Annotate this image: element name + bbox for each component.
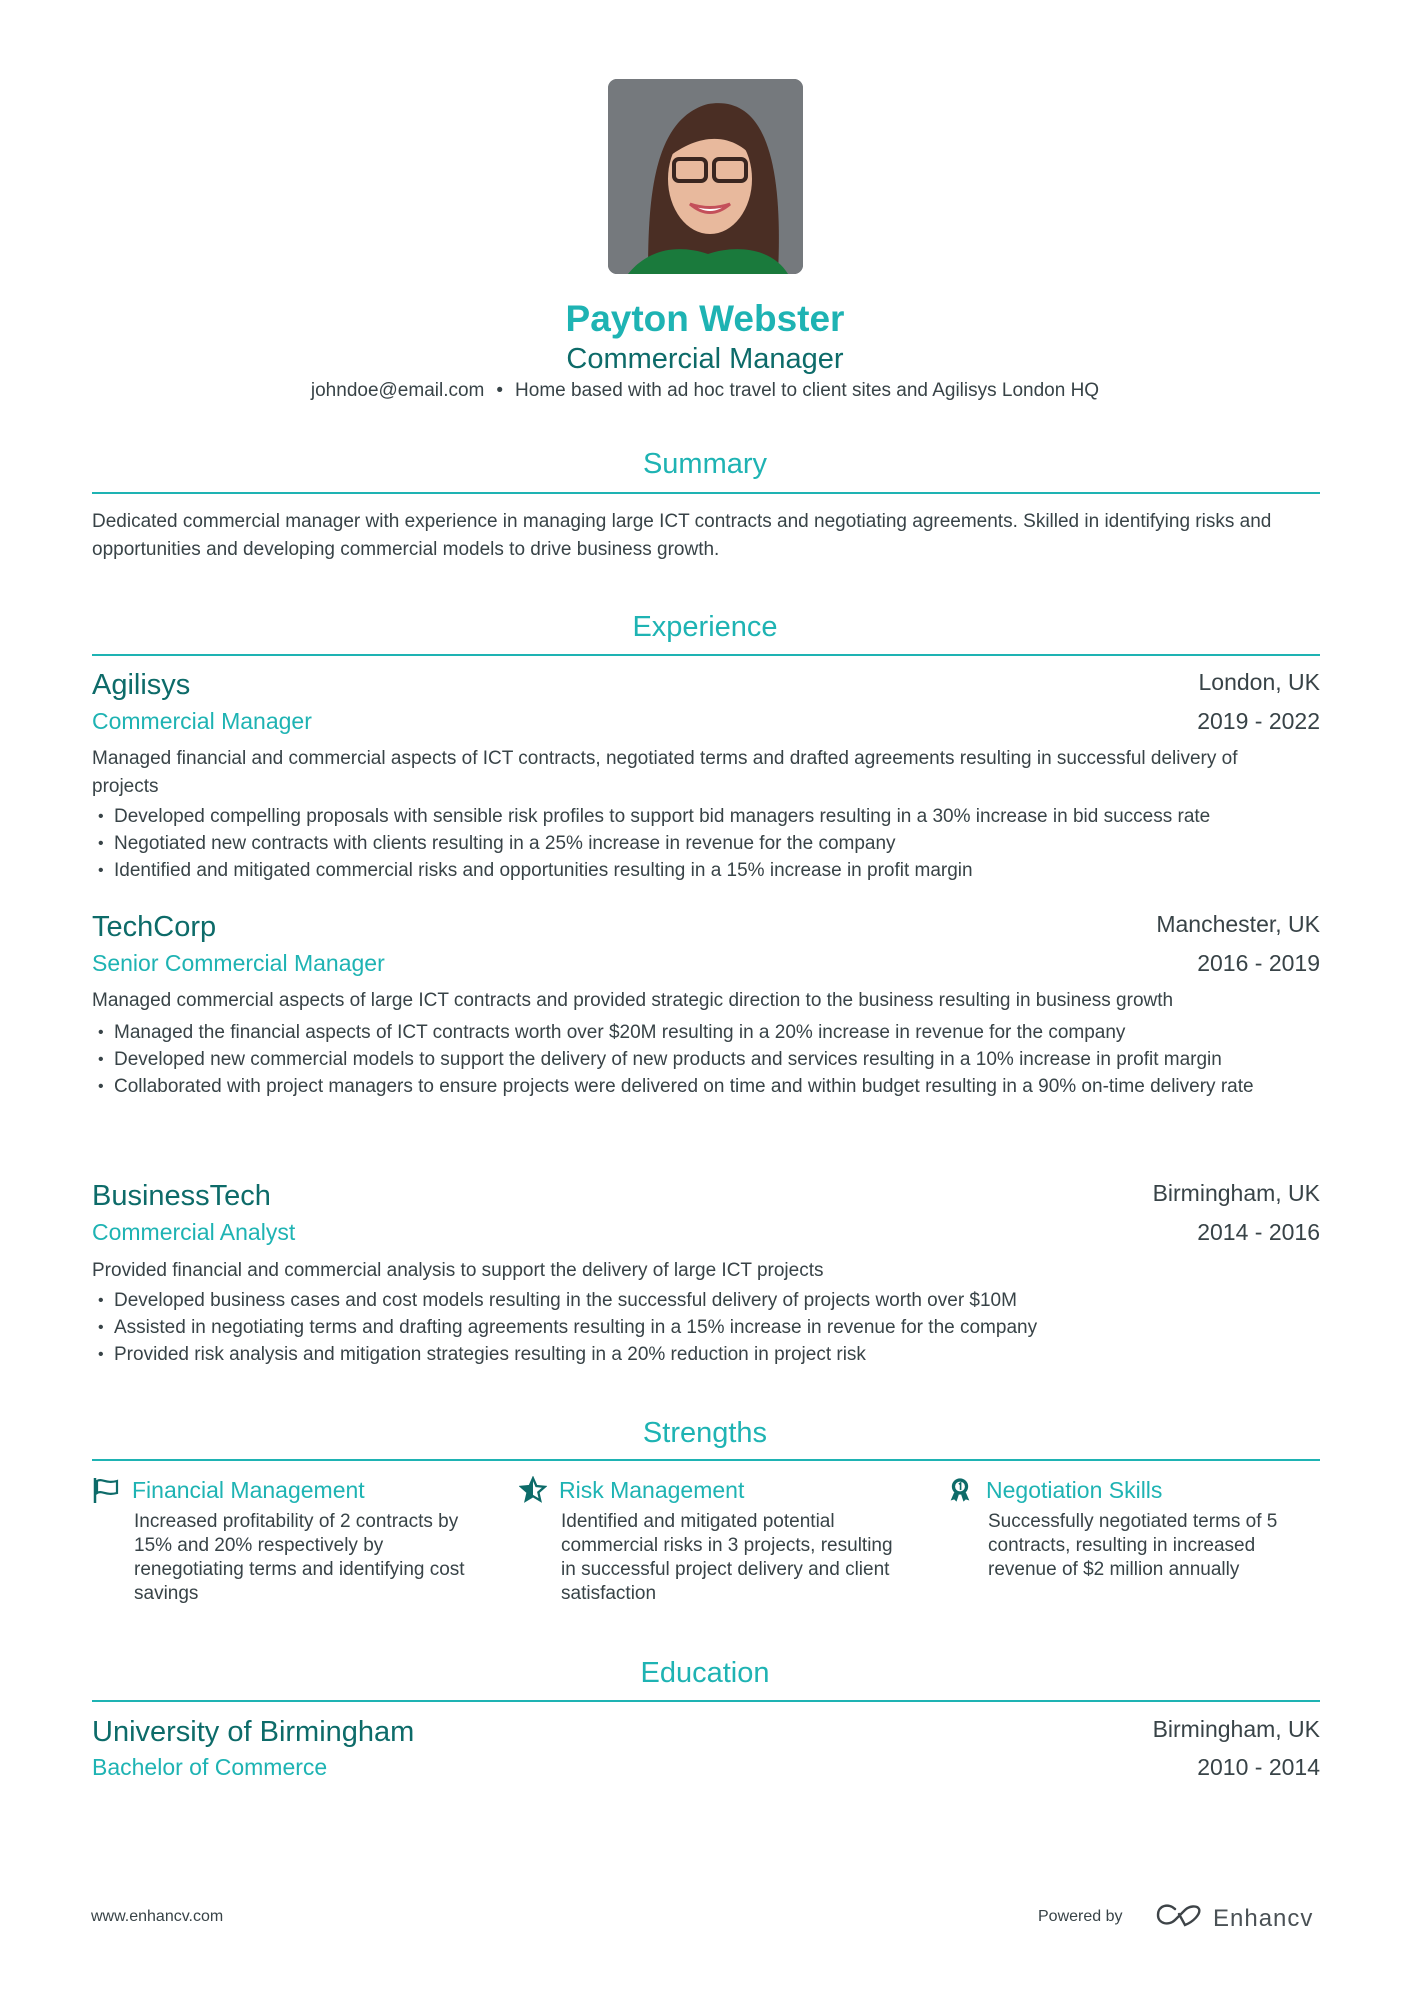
job-role: Senior Commercial Manager [92, 950, 385, 976]
bullet-item: • Managed the financial aspects of ICT contracts worth over $20M resulting in a 20% increase in revenue for the company [92, 1019, 1292, 1046]
strength-description: Successfully negotiated terms of 5 contracts, resulting in increased revenue of $2 million annually [988, 1511, 1278, 1580]
location-text: Home based with ad hoc travel to client sites and Agilisys London HQ [515, 380, 1100, 401]
company-name: TechCorp [92, 911, 217, 943]
award-ribbon-icon [946, 1476, 974, 1504]
section-heading-education: Education [640, 1657, 770, 1689]
job-description: Provided financial and commercial analysis to support the delivery of large ICT projects [92, 1260, 824, 1281]
job-dates: 2016 - 2019 [1197, 950, 1320, 976]
strength-item [92, 1476, 472, 1606]
company-name: Agilisys [92, 669, 191, 701]
summary-text: Dedicated commercial manager with experience in managing large ICT contracts and negotiating agreements. Skilled in identifying risks and opportunities and developing commercial models to drive business growth. [92, 511, 1272, 560]
degree: Bachelor of Commerce [92, 1754, 328, 1780]
flag-icon [92, 1476, 120, 1504]
section-heading-summary: Summary [642, 448, 768, 480]
section-divider [92, 492, 1320, 494]
bullet-item: • Collaborated with project managers to ensure projects were delivered on time and within budget resulting in a 90% on-time delivery rate [92, 1073, 1292, 1100]
job-role: Commercial Analyst [92, 1219, 296, 1245]
strength-title: Risk Management [559, 1476, 745, 1503]
job-bullets [92, 1287, 1320, 1368]
job-bullets [92, 803, 1320, 884]
job-description: Managed financial and commercial aspects of ICT contracts, negotiated terms and drafted agreements resulting in successful delivery of projects [92, 748, 1238, 797]
section-divider [92, 654, 1320, 656]
job-role: Commercial Manager [92, 708, 312, 734]
bullet-item: • Provided risk analysis and mitigation strategies resulting in a 20% reduction in project risk [92, 1341, 1320, 1368]
job-description: Managed commercial aspects of large ICT contracts and provided strategic direction to the business resulting in business growth [92, 990, 1174, 1011]
school-location: Birmingham, UK [1152, 1716, 1320, 1742]
job-location: London, UK [1198, 669, 1320, 695]
enhancv-logo[interactable] [1155, 1902, 1313, 1935]
strength-title: Negotiation Skills [986, 1476, 1163, 1503]
contact-line [0, 380, 1410, 402]
enhancv-brand-text: Enhancv [1213, 1904, 1314, 1932]
contact-separator: • [496, 380, 504, 401]
job-location: Birmingham, UK [1152, 1180, 1320, 1206]
star-icon [519, 1476, 547, 1504]
section-heading-experience: Experience [632, 611, 778, 643]
section-heading-strengths: Strengths [642, 1417, 768, 1449]
email-link[interactable]: johndoe@email.com [310, 380, 485, 401]
bullet-item: • Identified and mitigated commercial risks and opportunities resulting in a 15% increase in profit margin [92, 857, 1320, 884]
section-divider [92, 1700, 1320, 1702]
strength-item [946, 1476, 1326, 1582]
company-name: BusinessTech [92, 1180, 271, 1212]
strength-description: Increased profitability of 2 contracts by 15% and 20% respectively by renegotiating terms and identifying cost savings [134, 1511, 465, 1604]
bullet-item: • Negotiated new contracts with clients resulting in a 25% increase in revenue for the company [92, 830, 1320, 857]
enhancv-infinity-icon [1155, 1902, 1203, 1935]
job-bullets [92, 1019, 1292, 1100]
bullet-item: • Developed compelling proposals with sensible risk profiles to support bid managers resulting in a 30% increase in bid success rate [92, 803, 1320, 830]
strength-description: Identified and mitigated potential commercial risks in 3 projects, resulting in successful project delivery and client satisfaction [561, 1511, 893, 1604]
section-divider [92, 1459, 1320, 1461]
footer-url-link[interactable]: www.enhancv.com [91, 1908, 224, 1925]
candidate-title: Commercial Manager [566, 343, 844, 375]
strength-title: Financial Management [132, 1476, 365, 1503]
bullet-item: • Developed business cases and cost models resulting in the successful delivery of projects worth over $10M [92, 1287, 1320, 1314]
candidate-name: Payton Webster [565, 298, 845, 339]
school-name: University of Birmingham [92, 1716, 415, 1748]
profile-photo [608, 79, 803, 274]
bullet-item: • Developed new commercial models to support the delivery of new products and services resulting in a 10% increase in profit margin [92, 1046, 1292, 1073]
bullet-item: • Assisted in negotiating terms and drafting agreements resulting in a 15% increase in revenue for the company [92, 1314, 1320, 1341]
powered-by-label: Powered by [1038, 1908, 1123, 1925]
job-dates: 2019 - 2022 [1197, 708, 1320, 734]
portrait-illustration [608, 79, 803, 274]
strength-item [519, 1476, 899, 1606]
job-dates: 2014 - 2016 [1197, 1219, 1320, 1245]
job-location: Manchester, UK [1156, 911, 1320, 937]
education-dates: 2010 - 2014 [1197, 1754, 1320, 1780]
